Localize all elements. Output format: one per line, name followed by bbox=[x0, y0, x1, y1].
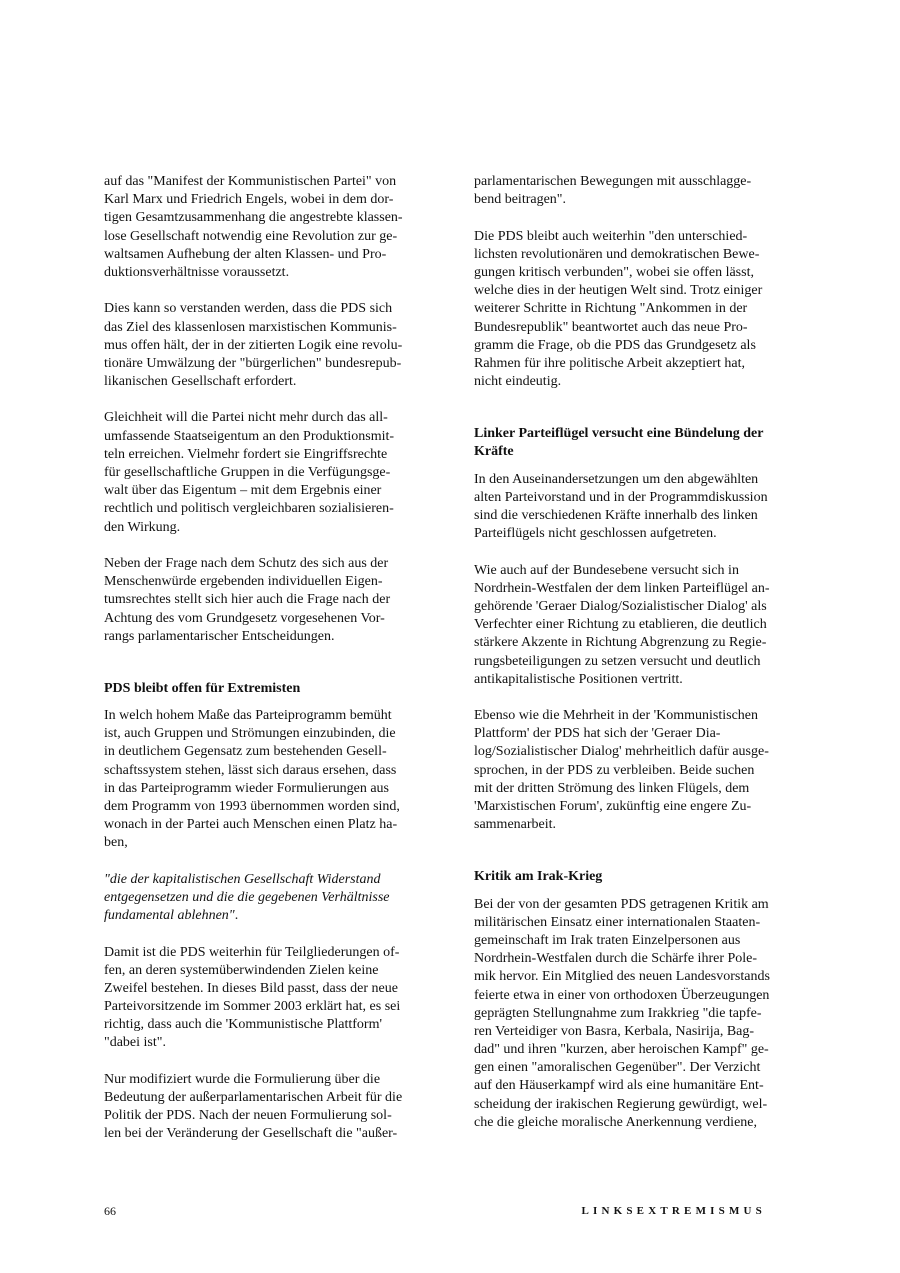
text-line: gehörende 'Geraer Dialog/Sozialistischer Dialog' als bbox=[474, 598, 767, 614]
quote-text: fundamental ablehnen" bbox=[104, 908, 235, 924]
text-line: Bundesrepublik" beantwortet auch das neue Pro- bbox=[474, 319, 748, 335]
text-line: lose Gesellschaft notwendig eine Revolution zur ge- bbox=[104, 228, 398, 244]
text-line: umfassende Staatseigentum an den Produktionsmit- bbox=[104, 428, 395, 444]
text-line: scheidung der irakischen Regierung gewürdigt, wel- bbox=[474, 1096, 768, 1112]
text-line: ben, bbox=[104, 835, 128, 851]
text-line: alten Parteivorstand und in der Programmdiskussion bbox=[474, 489, 768, 505]
block-quote bbox=[104, 871, 426, 926]
text-line: für gesellschaftliche Gruppen in die Verfügungsge- bbox=[104, 465, 391, 480]
text-line: Menschenwürde ergebenden individuellen Eigen- bbox=[104, 574, 383, 590]
section-heading bbox=[474, 425, 794, 461]
text-line: bend beitragen". bbox=[474, 192, 567, 208]
text-line: gramm die Frage, ob die PDS das Grundgesetz als bbox=[474, 337, 756, 353]
quote-line: entgegensetzen und die die gegebenen Verhältnisse bbox=[104, 889, 390, 905]
right-column bbox=[474, 173, 794, 1132]
text-line: wonach in der Partei auch Menschen einen Platz ha- bbox=[104, 817, 398, 833]
text-line: Nur modifiziert wurde die Formulierung über die bbox=[104, 1071, 381, 1087]
text-line: richtig, dass auch die 'Kommunistische Plattform' bbox=[104, 1017, 382, 1033]
text-line: Karl Marx und Friedrich Engels, wobei in dem dor- bbox=[104, 192, 394, 208]
text-line: Bedeutung der außerparlamentarischen Arbeit für die bbox=[104, 1090, 403, 1105]
paragraph bbox=[104, 555, 426, 646]
text-line: dem Programm von 1993 übernommen worden sind, bbox=[104, 799, 400, 814]
page-number: 66 bbox=[104, 1204, 116, 1218]
text-line: den Wirkung. bbox=[104, 519, 181, 535]
left-column bbox=[104, 173, 426, 1144]
text-line: auf das "Manifest der Kommunistischen Partei" von bbox=[104, 174, 397, 189]
quote-period: . bbox=[234, 908, 239, 924]
text-line: in das Parteiprogramm wieder Formulierungen aus bbox=[104, 780, 389, 796]
text-line: stärkere Akzente in Richtung Abgrenzung zu Regie- bbox=[474, 635, 767, 651]
text-line: Zweifel bestehen. In dieses Bild passt, dass der neue bbox=[104, 980, 398, 996]
text-line: dad" und ihren "kurzen, aber heroischen Kampf" ge- bbox=[474, 1042, 769, 1058]
heading-line: Linker Parteiflügel versucht eine Bündelung der bbox=[474, 426, 764, 442]
text-line: teln erreichen. Vielmehr fordert sie Eingriffsrechte bbox=[104, 446, 388, 462]
text-line: Gleichheit will die Partei nicht mehr durch das all- bbox=[104, 410, 388, 426]
text-line: rangs parlamentarischer Entscheidungen. bbox=[104, 628, 335, 644]
text-line: Rahmen für ihre politische Arbeit akzeptiert hat, bbox=[474, 355, 745, 371]
text-line: In den Auseinandersetzungen um den abgewählten bbox=[474, 471, 759, 487]
text-line: sammenarbeit. bbox=[474, 817, 557, 833]
paragraph bbox=[104, 707, 426, 853]
text-line: gungen kritisch verbunden", wobei sie offen lässt, bbox=[474, 264, 754, 280]
text-line: feierte etwa in einer von orthodoxen Überzeugungen bbox=[474, 987, 770, 1003]
text-line: in deutlichem Gegensatz zum bestehenden Gesell- bbox=[104, 744, 387, 760]
text-line: waltsamen Aufhebung der alten Klassen- und Pro- bbox=[104, 246, 387, 262]
text-line: gemeinschaft im Irak traten Einzelpersonen aus bbox=[474, 932, 741, 948]
quote-line bbox=[104, 907, 426, 925]
quote-line: "die der kapitalistischen Gesellschaft Widerstand bbox=[104, 871, 381, 887]
section-heading: Kritik am Irak-Krieg bbox=[474, 869, 603, 885]
text-line: len bei der Veränderung der Gesellschaft die "außer- bbox=[104, 1126, 398, 1142]
text-line: Dies kann so verstanden werden, dass die PDS sich bbox=[104, 301, 393, 317]
page-footer bbox=[0, 1201, 900, 1221]
text-line: Parteivorsitzende im Sommer 2003 erklärt hat, es sei bbox=[104, 999, 401, 1015]
text-line: 'Marxistischen Forum', zukünftig eine engere Zu- bbox=[474, 799, 752, 814]
text-line: Neben der Frage nach dem Schutz des sich aus der bbox=[104, 555, 389, 571]
paragraph bbox=[474, 707, 794, 834]
text-line: tumsrechtes stellt sich hier auch die Frage nach der bbox=[104, 592, 391, 608]
text-line: In welch hohem Maße das Parteiprogramm bemüht bbox=[104, 708, 392, 724]
paragraph bbox=[104, 1071, 426, 1144]
text-line: Nordrhein-Westfalen durch die Schärfe ihrer Pole- bbox=[474, 951, 758, 967]
text-line: fen, an deren systemüberwindenden Zielen keine bbox=[104, 962, 379, 978]
text-line: Die PDS bleibt auch weiterhin "den unterschied- bbox=[474, 228, 748, 244]
text-line: lichsten revolutionären und demokratischen Bewe- bbox=[474, 246, 760, 262]
section-heading: PDS bleibt offen für Extremisten bbox=[104, 680, 301, 696]
text-line: che die gleiche moralische Anerkennung verdiene, bbox=[474, 1114, 757, 1130]
text-line: gen einen "amoralischen Gegenüber". Der Verzicht bbox=[474, 1060, 761, 1076]
paragraph bbox=[474, 471, 794, 544]
text-line: geprägten Stellungnahme zum Irakkrieg "die tapfe- bbox=[474, 1005, 762, 1021]
paragraph bbox=[474, 896, 794, 1132]
paragraph bbox=[104, 944, 426, 1053]
text-line: sprochen, in der PDS zu verbleiben. Beide suchen bbox=[474, 762, 755, 778]
text-line: walt über das Eigentum – mit dem Ergebnis einer bbox=[104, 483, 382, 499]
paragraph bbox=[104, 300, 426, 391]
text-line: Wie auch auf der Bundesebene versucht sich in bbox=[474, 562, 739, 578]
text-line: welche dies in der heutigen Welt sind. Trotz einiger bbox=[474, 283, 763, 299]
text-line: parlamentarischen Bewegungen mit ausschlagge- bbox=[474, 174, 752, 189]
text-line: Parteiflügels nicht geschlossen aufgetreten. bbox=[474, 526, 717, 542]
text-line: Achtung des vom Grundgesetz vorgesehenen Vor- bbox=[104, 610, 385, 626]
paragraph bbox=[474, 562, 794, 689]
text-line: das Ziel des klassenlosen marxistischen Kommunis- bbox=[104, 319, 397, 335]
text-line: mus offen hält, der in der zitierten Logik eine revolu- bbox=[104, 337, 403, 353]
text-line: "dabei ist". bbox=[104, 1035, 166, 1051]
text-line: mit der dritten Strömung des linken Flügels, dem bbox=[474, 780, 750, 796]
text-line: Nordrhein-Westfalen der dem linken Parteiflügel an- bbox=[474, 580, 770, 596]
text-line: Plattform' der PDS hat sich der 'Geraer Dia- bbox=[474, 726, 721, 742]
text-line: auf den Häuserkampf wird als eine humanitäre Ent- bbox=[474, 1078, 764, 1094]
text-line: Damit ist die PDS weiterhin für Teilgliederungen of- bbox=[104, 944, 400, 960]
heading-line: Kräfte bbox=[474, 444, 514, 460]
text-line: nicht eindeutig. bbox=[474, 374, 562, 390]
text-line: Ebenso wie die Mehrheit in der 'Kommunistischen bbox=[474, 708, 759, 724]
text-line: ist, auch Gruppen und Strömungen einzubinden, die bbox=[104, 726, 396, 742]
text-line: ren Verteidiger von Basra, Kerbala, Nasirija, Bag- bbox=[474, 1023, 755, 1039]
running-title: LINKSEXTREMISMUS bbox=[581, 1205, 766, 1217]
text-line: Politik der PDS. Nach der neuen Formulierung sol- bbox=[104, 1108, 392, 1124]
text-line: Verfechter einer Richtung zu etablieren, die deutlich bbox=[474, 617, 767, 633]
paragraph bbox=[474, 228, 794, 392]
text-line: rechtlich und politisch vergleichbaren sozialisieren- bbox=[104, 501, 394, 517]
paragraph bbox=[104, 173, 426, 282]
text-line: mik hervor. Ein Mitglied des neuen Landesvorstands bbox=[474, 969, 770, 985]
text-line: antikapitalistische Positionen vertritt. bbox=[474, 671, 683, 687]
text-line: rungsbeteiligungen zu setzen versucht und deutlich bbox=[474, 653, 761, 669]
text-line: log/Sozialistischer Dialog' mehrheitlich dafür ausge- bbox=[474, 744, 769, 760]
paragraph bbox=[474, 173, 794, 209]
paragraph bbox=[104, 409, 426, 536]
text-line: schaftssystem stehen, lässt sich daraus ersehen, dass bbox=[104, 762, 397, 778]
text-line: duktionsverhältnisse voraussetzt. bbox=[104, 264, 290, 280]
text-line: tigen Gesamtzusammenhang die angestrebte klassen- bbox=[104, 210, 403, 226]
text-line: weiterer Schritte in Richtung "Ankommen in der bbox=[474, 301, 748, 317]
text-line: tionäre Umwälzung der "bürgerlichen" bundesrepub- bbox=[104, 355, 402, 371]
text-line: militärischen Einsatz einer internationalen Staaten- bbox=[474, 914, 761, 930]
text-line: Bei der von der gesamten PDS getragenen Kritik am bbox=[474, 896, 769, 912]
text-line: likanischen Gesellschaft erfordert. bbox=[104, 374, 297, 390]
text-line: sind die verschiedenen Kräfte innerhalb des linken bbox=[474, 508, 758, 523]
